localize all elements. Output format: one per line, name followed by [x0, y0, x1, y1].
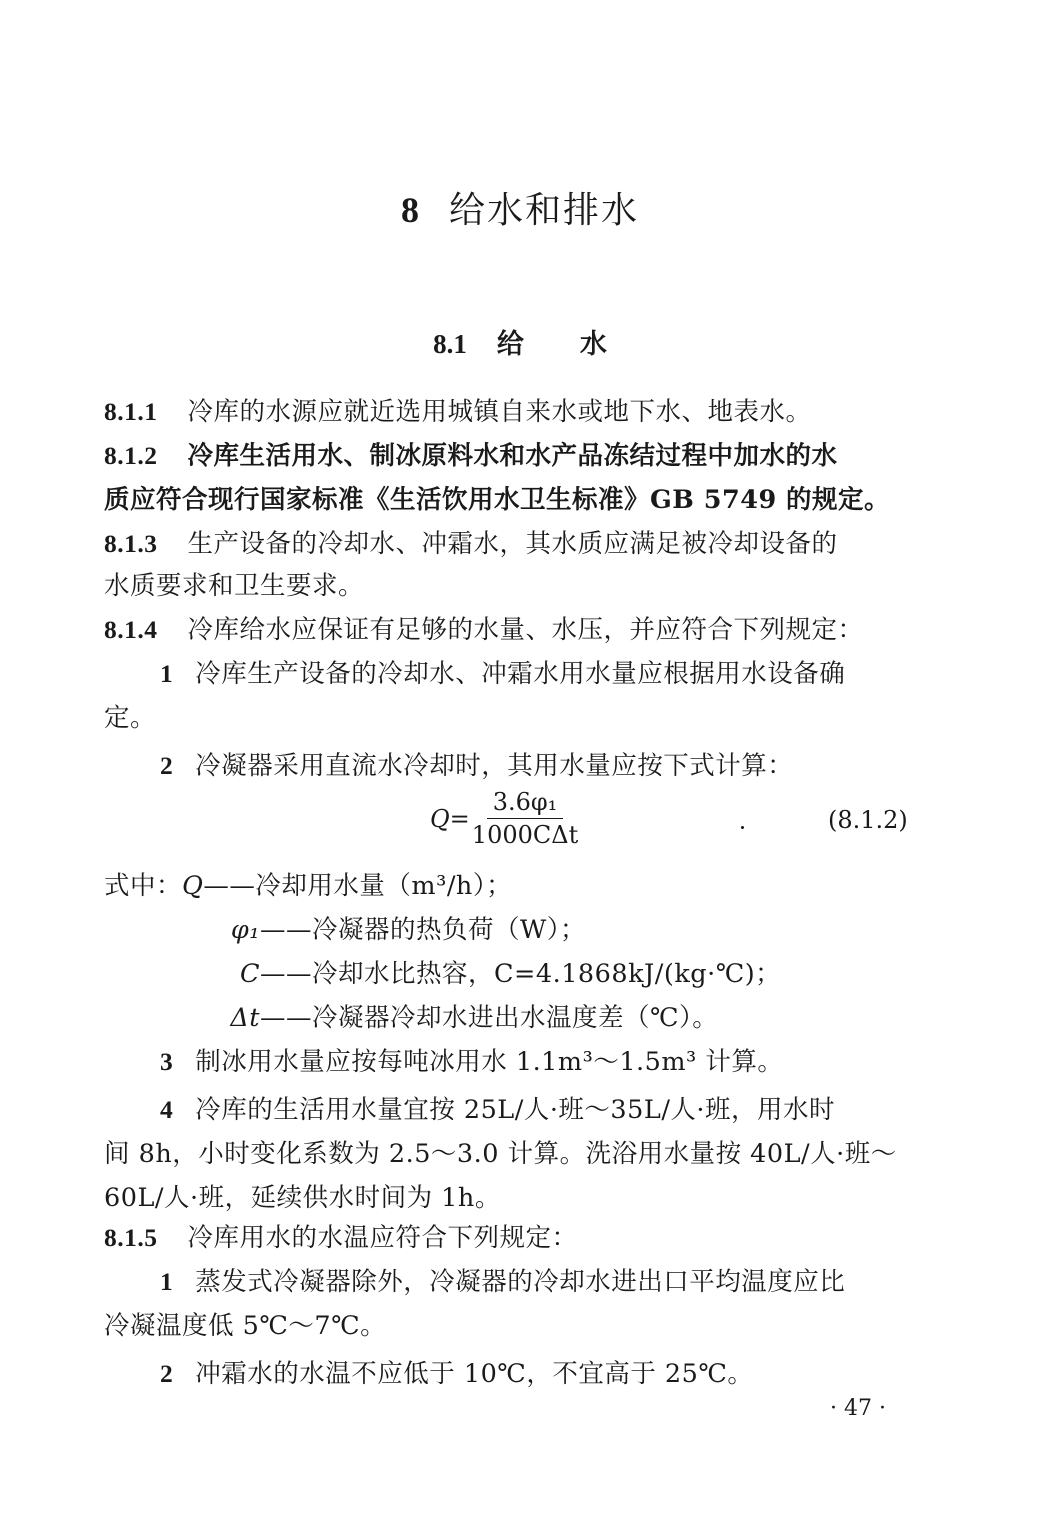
stray-dot [741, 826, 744, 829]
item-8-1-4-4 [104, 1090, 934, 1126]
item-number: 1 [160, 1267, 174, 1296]
item-8-1-5-2 [104, 1354, 934, 1390]
item-8-1-4-4-cont [104, 1134, 934, 1170]
where-line-q [104, 866, 934, 902]
clause-8-1-5 [104, 1218, 934, 1254]
item-number: 1 [160, 659, 174, 688]
clause-8-1-4 [104, 610, 934, 646]
item-number: 2 [160, 751, 174, 780]
item-8-1-4-1 [104, 654, 934, 690]
item-text-line-3: 60L/人·班，延续供水时间为 1h。 [104, 1183, 501, 1213]
item-8-1-5-1-cont [104, 1306, 934, 1342]
page-number: · 47 · [830, 1396, 886, 1421]
where-desc: ——冷凝器的热负荷（W）； [260, 915, 586, 945]
item-8-1-5-1 [104, 1262, 934, 1298]
item-text-line-1: 蒸发式冷凝器除外，冷凝器的冷却水进出口平均温度应比 [195, 1267, 846, 1297]
formula-numerator: 3.6φ₁ [487, 788, 564, 819]
item-8-1-4-1-cont [104, 698, 934, 734]
where-prefix: 式中： [104, 871, 183, 901]
clause-text: 冷库用水的水温应符合下列规定： [187, 1223, 578, 1253]
item-text-line-2: 冷凝温度低 5℃～7℃。 [104, 1311, 387, 1341]
clause-text-line-1: 冷库生活用水、制冰原料水和水产品冻结过程中加水的水 [187, 441, 838, 471]
section-title-a: 给 [496, 329, 524, 360]
clause-8-1-2 [104, 436, 934, 472]
clause-number: 8.1.3 [104, 529, 158, 558]
clause-text-line-2: 质应符合现行国家标准《生活饮用水卫生标准》GB 5749 的规定。 [104, 485, 891, 515]
clause-8-1-1 [104, 392, 934, 428]
clause-text-line-2: 水质要求和卫生要求。 [104, 571, 365, 601]
clause-number: 8.1.2 [104, 441, 158, 470]
item-8-1-4-3 [104, 1042, 934, 1078]
equation-number: (8.1.2) [828, 806, 908, 834]
formula-fraction [472, 788, 578, 849]
clause-number: 8.1.5 [104, 1223, 158, 1252]
clause-8-1-3 [104, 524, 934, 560]
clause-8-1-2-cont [104, 480, 934, 516]
clause-text: 冷库的水源应就近选用城镇自来水或地下水、地表水。 [187, 397, 812, 427]
where-symbol: φ₁ [230, 915, 260, 945]
item-number: 3 [160, 1047, 174, 1076]
where-desc: ——冷却用水量（m³/h）； [203, 871, 513, 901]
section-title [0, 322, 1040, 361]
clause-text: 冷库给水应保证有足够的水量、水压，并应符合下列规定： [187, 615, 864, 645]
formula-8-1-2 [430, 788, 578, 849]
clause-text-line-1: 生产设备的冷却水、冲霜水，其水质应满足被冷却设备的 [187, 529, 838, 559]
item-text-line-2: 间 8h，小时变化系数为 2.5～3.0 计算。洗浴用水量按 40L/人·班～ [104, 1139, 897, 1169]
formula-lhs: Q= [430, 804, 470, 833]
section-number: 8.1 [433, 329, 467, 359]
item-text-line-1: 冷凝器采用直流水冷却时，其用水量应按下式计算： [195, 751, 794, 781]
clause-number: 8.1.1 [104, 397, 158, 426]
clause-8-1-3-cont [104, 566, 934, 602]
chapter-title [0, 182, 1040, 233]
item-text-line-1: 冷库的生活用水量宜按 25L/人·班～35L/人·班，用水时 [195, 1095, 836, 1125]
item-text-line-1: 冲霜水的水温不应低于 10℃，不宜高于 25℃。 [195, 1359, 754, 1389]
where-desc: ——冷却水比热容，C=4.1868kJ/(kg·℃)； [260, 959, 782, 989]
where-symbol: Q [182, 871, 204, 901]
item-8-1-4-4-cont2 [104, 1178, 934, 1214]
item-number: 4 [160, 1095, 174, 1124]
chapter-number: 8 [400, 190, 421, 230]
item-text-line-2: 定。 [104, 703, 157, 733]
chapter-title-text: 给水和排水 [448, 190, 639, 231]
where-symbol: Δt [230, 1003, 260, 1033]
section-title-b: 水 [579, 329, 607, 360]
item-8-1-4-2 [104, 746, 934, 782]
item-text-line-1: 制冰用水量应按每吨冰用水 1.1m³～1.5m³ 计算。 [195, 1047, 784, 1077]
clause-number: 8.1.4 [104, 615, 158, 644]
item-text-line-1: 冷库生产设备的冷却水、冲霜水用水量应根据用水设备确 [195, 659, 846, 689]
where-desc: ——冷凝器冷却水进出水温度差（℃）。 [260, 1003, 719, 1033]
where-line-c [176, 954, 1006, 990]
where-symbol: C [239, 959, 260, 989]
where-line-phi [176, 910, 1006, 946]
formula-denominator: 1000CΔt [471, 821, 579, 849]
item-number: 2 [160, 1359, 174, 1388]
where-line-dt [176, 998, 1006, 1034]
